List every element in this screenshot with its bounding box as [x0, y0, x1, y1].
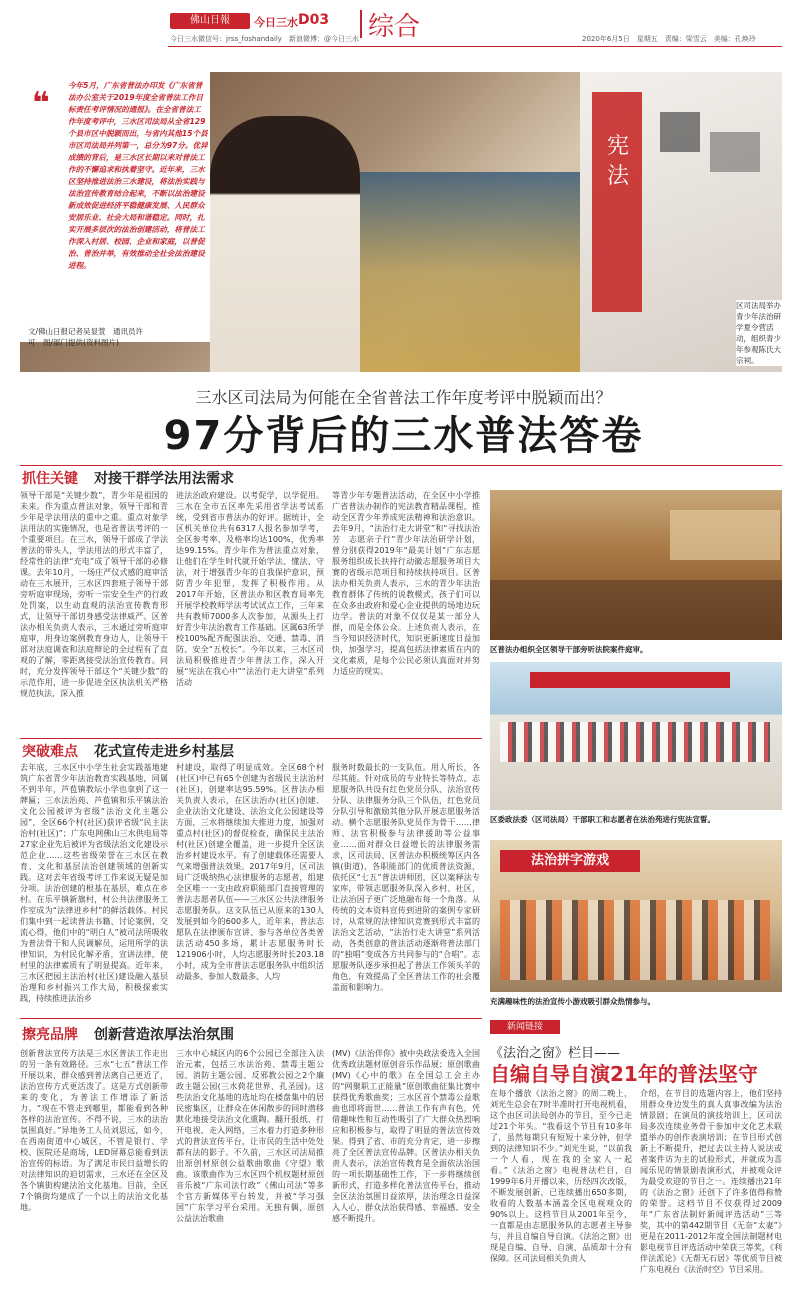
section1-photo-caption: 区普法办组织全区领导干部旁听法院案件庭审。	[490, 645, 648, 654]
section1-col1: 领导干部是“关键少数”，青少年是祖国的未来。作为重点普法对象，领导干部和青少年是学法用法的重中之重。重点对象学法用法的实施情况，也是省普法考评的一个重要项目。在三水，领导干部成了学法普法的带头人，学法用法的形式丰富了，经常性的法律“充电”成了领导干部的必修课。去年10月，一场庄严仪式感的庭审活动在三水展开，三水区四套班子领导干部旁听庭审现场，旁听一宗安全生产的行政处罚案，以生动直观的法治宣传教育形式，让领导干部切身感受法律威严。区普法办相关负责人表示，三水通过旁听庭审庭审，用身边案例教育身边人，让领导干部对法庭调查和法庭辩论的全过程有了直观的了解，零距离接受法治宣传教育。同时，充分发挥领导干部这个“关键少数”的示范作用，进一步促进全区执法机关严格规范执法，深入推	[20, 491, 168, 698]
students-group	[360, 172, 590, 372]
section3-col2: 三水中心城区内的6个公园已全部注入法治元素，包括三水法治苑、禁毒主题公园、消防主题公园、反邪教公园之2个廉政主题公园(三水荷花世界、孔圣园)。这些法治文化基地的选址均在楼盘集中的居民密集区，让群众在休闲散步的同时潜移默化地接受法治文化熏陶。翻开报纸、打开电视、走入网络，三水着力打造多种形式的普法宣传平台，让市民的生活中处处都有法的影子。不久前，三水区司法局推出原创材原创公益歌曲歌曲《守望》歌曲。该歌曲作为三水区四个机权题材原创音乐被“广东司法行政”《佛山司法”等多个官方新媒体平台转发，并被“学习强国”广东学习平台采用。无独有偶，原创公益法治歌曲	[176, 1049, 324, 1223]
judge-bench	[670, 510, 780, 560]
exhibit-panel	[592, 92, 642, 312]
exhibit-photo	[660, 112, 700, 152]
wall-panel-text: 宪法	[606, 134, 629, 189]
section1-col2: 进法治政府建设。以考促学，以学促用。三水在全市五区率先采用省学法考试系统，受到省市普法办的好评。据统计，全区机关单位共有6317人报名参加学考，全区参考率、及格率均达100%，优秀率达99.15%。青少年作为普法重点对象，让他们在学生时代就开始学法、懂法、守法，对于增强青少年的自我保护意识，预防青少年犯罪，发挥了积极作用。从2017年开始，区普法办和区教育局率先开展学校教师学法考试试点工作，三年来共有教师7000多人次参加，从源头上打好青少年法治教育工作基础。区属63所学校100%配齐配强法治、交通、禁毒、消防、安全“五校长”。今年以来，三水区司法局积极推进青少年普法工作，深入开展“宪法在我心中”“法治行走大讲堂”系列活动	[176, 491, 324, 687]
main-headline: 97分背后的三水普法答卷	[163, 413, 644, 459]
pledge-crowd	[500, 722, 770, 762]
sidebar-col2: 介绍，在节目的选题内容上，他们坚持用群众身边发生的真人真事改编为法治情景剧；在演员的演技培训上，区司法局多次连续业务骨干参加中文化艺术联盟举办的创作表演培训；在节目形式创新上不断提升，把过去以主持人说法或者案件访为主的试验形式，并就成为喜闻乐见的情景剧表演形式，并被观众评为最受欢迎的节目之一。连续播出21年的《法治之窗》还创下了许多值得称赞的荣誉。这档节目不仅获得过2009年“广东省法制好新闻评选活动”三等奖，其中的第442期节目《无奈“太妻”》更是在2011-2012年度全国法制题材电影电视节目评选活动中荣获三等奖，《利伴法派论》《无帮无石居》等优质节目被广东电视台《法治时空》节目采用。	[640, 1089, 782, 1274]
section3-title: 创新营造浓厚法治氛围	[94, 1027, 234, 1043]
hero-caption: 区司法局举办青少年法治研学夏令营活动，组织青少年参观陈氏大宗祠。	[736, 300, 784, 366]
header-divider	[360, 10, 362, 38]
page-number: D03	[298, 12, 330, 28]
page-header	[0, 0, 807, 52]
section3-col3: (MV)《法治伴你》被中央政法委选入全国优秀政法题材原创音乐作品展；原创歌曲(MV)《心中的歌》在全国总工会主办的“网聚职工正能量”原创歌曲征集比赛中获得优秀歌曲奖；三水区首个禁毒公益歌曲也即将面世……普法工作有声有色，凭借趣味性和互动性吸引了广大群众热烈响应和积极参与，取得了明显的普法宣传效果。得到了省、市的充分肯定，进一步擦亮了全区普法宣传品牌。区普法办相关负责人表示，法治宣传教育是全面依法治国的一项长期基础性工作，下一步将继续创新形式，打造多样化普法宣传平台，推动全区法治氛围日益浓厚，法治理念日益深入人心，群众法治获得感、幸福感、安全感不断提升。	[332, 1049, 480, 1223]
section1-col3: 等青少年专题普法活动，在全区中小学推广省普法办制作的宪法教育精品课程，推动全区青少年养成宪法精神和法治意识。去年9月，“法治行走大讲堂”和“寻找法治芳 志愿亲子行”青少年法治研学计划，曾分别获得2019年“最美计划”广东志愿服务组织成长扶持行动徽志愿服务项目大赛的省级示范项目和持续扶持项目。区普法办相关负责人表示，三水的青少年法治教育群体了传统的说教模式，孩子们可以在众多由政府和爱心企业提供的场地边玩边学。普法的对象不仅仅是某一部分人群，而是全体公众。上述负责人表示，在当今知识经济时代，知识更新速度日益加快，加强学习，提高包括法律素质在内的文化素质，是每个公民必须认真面对并努力适应的现实。	[332, 491, 480, 676]
courtroom-seats	[490, 580, 782, 640]
photo-credit: 文/佛山日报记者吴显萱 通讯员许可 图/部门提供(资料图片)	[28, 327, 144, 347]
section3-photo-caption: 充满趣味性的法治宣传小游戏吸引群众热情参与。	[490, 997, 655, 1006]
section2-title: 花式宣传走进乡村基层	[94, 744, 234, 760]
subheadline: 三水区司法局为何能在全省普法工作年度考评中脱颖而出？	[195, 388, 612, 407]
section2-col2: 村建设，取得了明显成效。全区68个村(社区)中已有65个创建为省级民主法治村(社区)，创建率达95.59%。区普法办相关负责人表示，在区法治办(社区)创建、企业法治文化建设、法治文化公园建设等方面，三水将继续加大推进力度，加强对重点村(社区)的督促检查，确保民主法治村(社区)创建全覆盖，进一步提升全区法治乡村建设水平。有了创建载体还需要人气来增强普法效果。2017年9月，区司法局广泛吸纳热心法律服务的志愿者，组建全区唯一一支由政府职能部门直接管理的普法志愿者队伍——三水区公共法律服务志愿服务队。这支队伍已从原来的130人发展到如今的600多人，近年来，普法志愿队在法律颁布宣讲、参与各单位各类普法活动450多场，累计志愿服务时长121906小时，人均志愿服务时长203.18小时，成为全市普法志愿服务队中组织活动最多、参加人数最多、人均	[176, 763, 324, 981]
quote-mark-icon: ❝	[32, 86, 50, 121]
section-rule	[20, 1018, 482, 1019]
exhibit-photo	[710, 132, 760, 172]
pledge-photo	[490, 662, 782, 810]
section2-col1: 去年底，三水区中小学生社会实践基地建筑广东省青少年法治教育实践基地，同属不到半年，芦苞镇教坛小学也拿到了这一牌匾；三水法治苑、芦苞镇和乐平镇法治文化公园被评为省级“法治文化主题公园”，全区66个村(社区)获评省级“民主法治村(社区)”；广东电网佛山三水供电局等27家企业先后被评为省级法治文化建设示范企业……这些省级荣誉在三水区在教育、文化和基层法治创建领域的创新实践。这对去年省级考评工作来说无疑是加分项。法治创建的根基在基层，难点在乡村。在乐平镇新旗村，村公共法律服务工作室成为“法律进乡村”的鲜活载体。村民们集中到一起读普法书籍、讨论案例、交流心得，他们中的“明白人”被司法所吸收为普法骨干和人民调解员，运用所学的法律知识，为村民化解矛盾，宣讲法律，使村里的法律素质有了明显提高。近年来，三水区把园主法治村(社区)建设融入基层治理和乡村振兴工作大局，积极探索实践，持续推进法治乡	[20, 763, 168, 1003]
news-link-tag: 新闻链接	[490, 1020, 560, 1034]
section2-photo-caption: 区委政法委（区司法局）干部职工和志愿者在法治苑进行宪法宣誓。	[490, 815, 715, 824]
header-rule	[168, 46, 782, 47]
game-banner: 法治拼字游戏	[500, 850, 640, 872]
section2-col3: 服务时数最长的一支队伍。用人所长，各尽其能。针对成员的专业特长等特点，志愿服务队共设有红色党员分队、法治宣传分队、法律服务分队三个队伍，红色党员分队引导和激励其他分队开展志愿服务活动。横个志愿服务队党员作为骨干……律师、法官积极参与法律援助等公益事业……面对群众日益增长的法律服务需求，区司法局、区普法办积极统筹区内各镇(街道)、各职能部门的优质普法资源，依托区“七五”普法讲师团，区以案释法专家库，带领志愿服务队深入乡村、社区，让法治因子更广泛地融布每一个角落。从传统的文本资料宣传到进阶的案例专家研讨，从常规的法律知识竞赛到形式丰富的法治文艺活动，“法治行走大讲堂”系列活动，各类创意的普法活动逐渐将普法部门的“独唱”变成各方共同参与的“合唱”。志愿服务队逐步承担起了普法工作领头羊的角色，有效提高了全区普法工作的社会覆盖面和影响力。	[332, 763, 480, 992]
game-participants	[500, 900, 770, 980]
sidebar-col1: 在每个播放《法治之窗》的周二晚上，刘光生总会在7时半准时打开电视机看，这个由区司法局创办的节目，至今已走过21个年头。“我看这个节目有10多年了，虽然每期只有短短十来分钟，但学到的法律知识不少。”刘光生说，“以前我一个人看，现在我的全家人一起看。”《法治之窗》电视普法栏目，自1999年6月开播以来，历经四次改版，不断发展创新，已连续播出650多期，收看的人数基本涵盖全区电视观众的90%以上。这档节目从2001年至今，一直都是由志愿服务队的志愿者主导参与，并且自编自导自演。《法治之窗》出现是自编、自导、自演，品质却十分有保障。区司法局相关负责人	[490, 1089, 632, 1263]
date-editors: 2020年6月5日 星期五 责编：梁雪云 美编：孔焕玲	[582, 35, 756, 43]
social-accounts: 今日三水微信号：jrss_foshandaily 新浪微博：@今日三水	[170, 35, 359, 43]
newspaper-logo: 佛山日報	[170, 13, 250, 29]
sidebar-kicker: 《法治之窗》栏目——	[490, 1046, 621, 1061]
pledge-banner	[530, 672, 730, 688]
section-rule	[20, 738, 482, 739]
courtroom-photo	[490, 490, 782, 640]
section3-tag: 擦亮品牌	[22, 1027, 78, 1043]
intro-text: 今年5月，广东省普法办印发《广东省普法办公室关于2019年度全省普法工作目标责任考评情况的通报》。在全省普法工作年度考评中，三水区司法局从全省129个县市区中脱颖而出，与省内其他15个县市区司法局并列第一，总分为97分。优异成绩的背后，是三水区长期以来对普法工作的不懈追求和执着坚守。近年来，三水区坚持推进法治三水建设，将法治实践与法治宣传教育结合起来，不断以法治建设新成效促进经济平稳健康发展、人民群众安居乐业、社会大局和谐稳定。同时，扎实开展多层次的法治创建活动，将普法工作深入村居、校园、企业和家庭，以普促治、普治并举，有效推动全社会法治建设进程。	[68, 81, 208, 270]
section3-col1: 创新普法宣传方法是三水区普法工作走出的另一条有效路径。三水“七五”普法工作开展以来，群众感到普法离自己更近了，法治宣传方式更活泼了。这是方式创新带来的变化，为普法工作增添了新活力。“现在不管走到哪里，都能看到各种各样的法治宣传。不得不说，三水的法治氛围真好。”异地务工人员刘思远，如今，在西南街道中心城区，不管是银行、学校、医院还是商场，LED屏幕总能看到法治宣传的标语。为了满足市民日益增长的对法律知识的迫切需求，三水还在全区及各个镇街构建法治文化基地。目前，全区7个镇街均建成了一个以上的法治文化基地。	[20, 1049, 168, 1212]
speaker-figure	[210, 116, 360, 372]
game-photo	[490, 840, 782, 992]
section2-tag: 突破难点	[22, 744, 78, 760]
section1-title: 对接干群学法用法需求	[94, 471, 234, 487]
paper-name: 今日三水	[254, 16, 298, 29]
section1-tag: 抓住关键	[22, 471, 78, 487]
section-rule	[20, 465, 782, 466]
section-title: 综合	[368, 12, 421, 42]
sidebar-headline: 自编自导自演21年的普法坚守	[490, 1062, 758, 1086]
